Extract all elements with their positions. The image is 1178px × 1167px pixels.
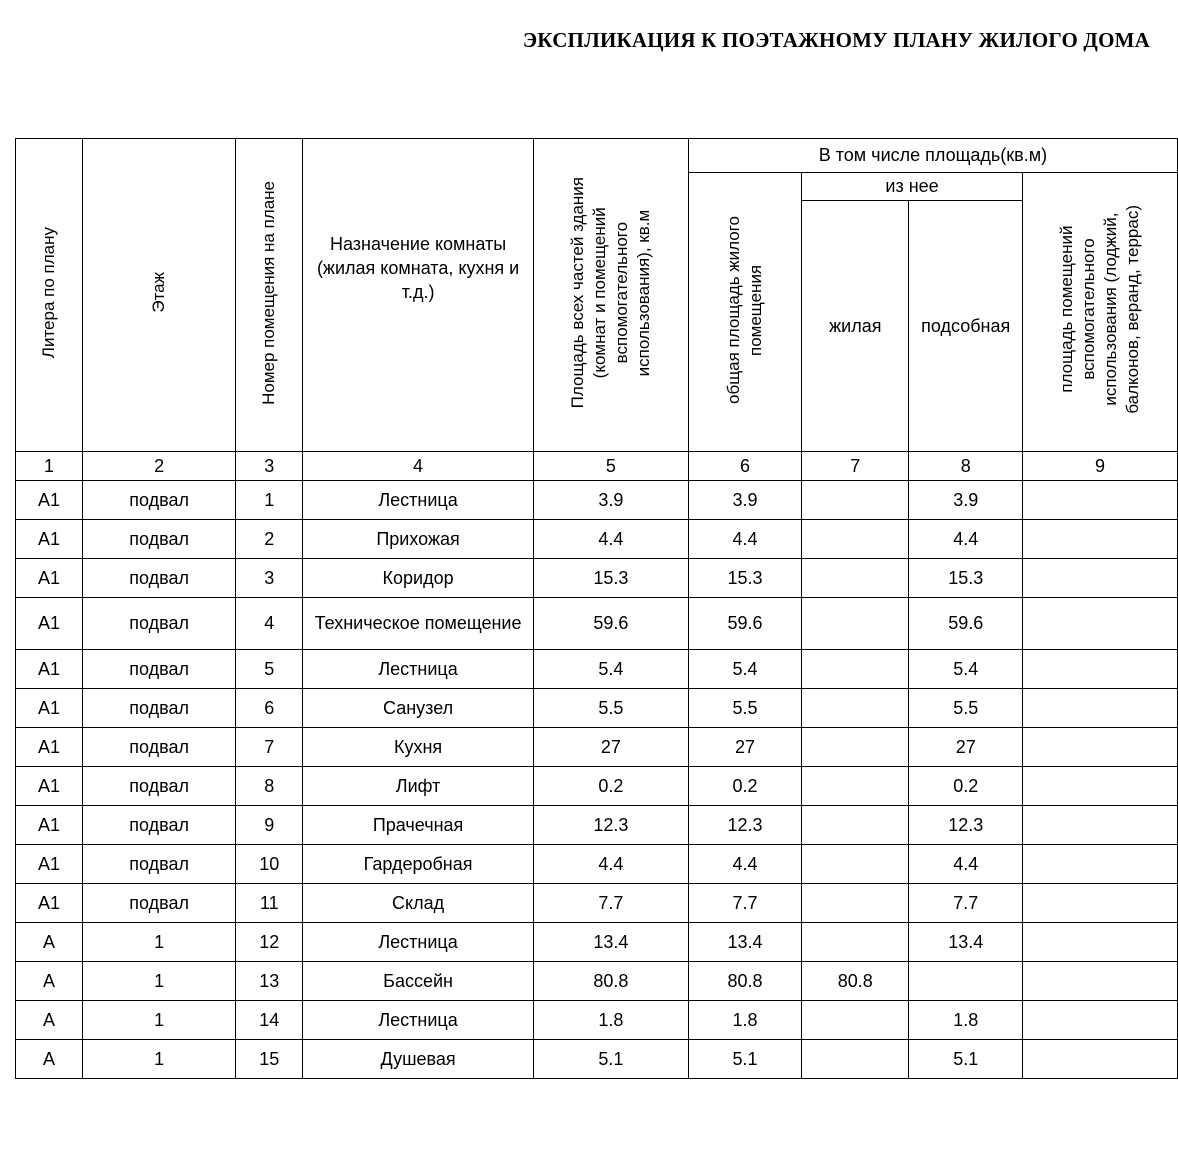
cell-general-area: 13.4	[688, 923, 801, 962]
cell-living-area	[802, 923, 909, 962]
header-purpose-line2: (жилая комната, кухня и	[316, 258, 520, 278]
table-row	[16, 1040, 1178, 1079]
header-total-area-line1: Площадь всех частей здания	[567, 176, 587, 409]
cell-floor: 1	[83, 1040, 236, 1079]
column-number: 3	[236, 452, 303, 481]
table-row	[16, 689, 1178, 728]
cell-general-area: 59.6	[688, 598, 801, 650]
table-body	[16, 481, 1178, 1079]
cell-aux-area	[1022, 598, 1177, 650]
cell-living-area	[802, 689, 909, 728]
table-row	[16, 650, 1178, 689]
cell-living-area	[802, 1001, 909, 1040]
cell-purpose: Лестница	[303, 650, 534, 689]
cell-general-area: 3.9	[688, 481, 801, 520]
column-numbers-row	[16, 452, 1178, 481]
cell-room-number: 12	[236, 923, 303, 962]
table-row	[16, 1001, 1178, 1040]
cell-litera: А1	[16, 767, 83, 806]
cell-floor: подвал	[83, 845, 236, 884]
cell-floor: подвал	[83, 559, 236, 598]
cell-floor: подвал	[83, 650, 236, 689]
cell-litera: А1	[16, 520, 83, 559]
cell-litera: А1	[16, 559, 83, 598]
column-number: 7	[802, 452, 909, 481]
cell-litera: А1	[16, 650, 83, 689]
cell-utility-area: 0.2	[909, 767, 1022, 806]
cell-general-area: 7.7	[688, 884, 801, 923]
header-utility-label: подсобная	[921, 315, 1011, 336]
cell-general-area: 4.4	[688, 845, 801, 884]
cell-aux-area	[1022, 559, 1177, 598]
cell-general-area: 12.3	[688, 806, 801, 845]
cell-litera: А1	[16, 806, 83, 845]
cell-purpose: Лестница	[303, 1001, 534, 1040]
cell-room-number: 14	[236, 1001, 303, 1040]
cell-total-area: 0.2	[533, 767, 688, 806]
cell-general-area: 4.4	[688, 520, 801, 559]
cell-general-area: 15.3	[688, 559, 801, 598]
cell-aux-area	[1022, 689, 1177, 728]
cell-purpose: Кухня	[303, 728, 534, 767]
header-living	[802, 201, 909, 452]
cell-purpose: Техническое помещение	[303, 598, 534, 650]
cell-purpose: Лестница	[303, 923, 534, 962]
cell-living-area	[802, 806, 909, 845]
cell-utility-area: 5.5	[909, 689, 1022, 728]
cell-purpose: Коридор	[303, 559, 534, 598]
header-group-area: В том числе площадь(кв.м)	[688, 139, 1177, 173]
cell-total-area: 4.4	[533, 845, 688, 884]
cell-general-area: 5.5	[688, 689, 801, 728]
header-aux-area-line1: площадь помещений	[1056, 225, 1076, 394]
cell-floor: подвал	[83, 767, 236, 806]
cell-aux-area	[1022, 1040, 1177, 1079]
cell-litera: А1	[16, 845, 83, 884]
cell-floor: подвал	[83, 481, 236, 520]
cell-living-area	[802, 481, 909, 520]
cell-aux-area	[1022, 923, 1177, 962]
header-total-area-line4: использования), кв.м	[633, 209, 653, 376]
cell-utility-area: 13.4	[909, 923, 1022, 962]
cell-utility-area: 7.7	[909, 884, 1022, 923]
header-room-number	[236, 139, 303, 452]
table-row	[16, 806, 1178, 845]
cell-litera: А	[16, 1001, 83, 1040]
column-number: 9	[1022, 452, 1177, 481]
cell-floor: подвал	[83, 520, 236, 559]
cell-litera: А	[16, 923, 83, 962]
cell-general-area: 5.1	[688, 1040, 801, 1079]
table-row	[16, 845, 1178, 884]
cell-room-number: 9	[236, 806, 303, 845]
table-row	[16, 520, 1178, 559]
cell-purpose: Лестница	[303, 481, 534, 520]
cell-litera: А	[16, 1040, 83, 1079]
cell-aux-area	[1022, 520, 1177, 559]
cell-living-area	[802, 767, 909, 806]
cell-aux-area	[1022, 1001, 1177, 1040]
cell-living-area	[802, 884, 909, 923]
cell-purpose: Санузел	[303, 689, 534, 728]
header-total-area-line2: (комнат и помещений	[589, 206, 609, 379]
table-row	[16, 884, 1178, 923]
cell-litera: А	[16, 962, 83, 1001]
cell-room-number: 10	[236, 845, 303, 884]
cell-general-area: 0.2	[688, 767, 801, 806]
cell-floor: подвал	[83, 689, 236, 728]
cell-living-area	[802, 598, 909, 650]
cell-room-number: 6	[236, 689, 303, 728]
cell-purpose: Душевая	[303, 1040, 534, 1079]
header-room-number-label: Номер помещения на плане	[259, 180, 279, 405]
cell-utility-area: 4.4	[909, 520, 1022, 559]
column-number: 1	[16, 452, 83, 481]
header-living-label: жилая	[829, 315, 882, 336]
header-litera	[16, 139, 83, 452]
header-total-area	[533, 139, 688, 452]
cell-total-area: 12.3	[533, 806, 688, 845]
cell-room-number: 13	[236, 962, 303, 1001]
cell-aux-area	[1022, 481, 1177, 520]
column-number: 6	[688, 452, 801, 481]
cell-utility-area: 1.8	[909, 1001, 1022, 1040]
cell-room-number: 5	[236, 650, 303, 689]
cell-aux-area	[1022, 728, 1177, 767]
cell-total-area: 27	[533, 728, 688, 767]
cell-total-area: 13.4	[533, 923, 688, 962]
cell-floor: 1	[83, 962, 236, 1001]
header-aux-area-line4: балконов, веранд, террас)	[1122, 205, 1142, 414]
column-number: 8	[909, 452, 1022, 481]
table-row	[16, 481, 1178, 520]
cell-purpose: Прачечная	[303, 806, 534, 845]
cell-room-number: 8	[236, 767, 303, 806]
cell-aux-area	[1022, 962, 1177, 1001]
cell-total-area: 80.8	[533, 962, 688, 1001]
cell-total-area: 5.1	[533, 1040, 688, 1079]
cell-living-area	[802, 650, 909, 689]
cell-room-number: 2	[236, 520, 303, 559]
cell-room-number: 3	[236, 559, 303, 598]
cell-floor: подвал	[83, 728, 236, 767]
header-general-area-line2: помещения	[746, 263, 766, 356]
cell-purpose: Склад	[303, 884, 534, 923]
cell-total-area: 4.4	[533, 520, 688, 559]
table-row	[16, 767, 1178, 806]
cell-total-area: 3.9	[533, 481, 688, 520]
cell-aux-area	[1022, 650, 1177, 689]
header-total-area-line3: вспомогательного	[611, 221, 631, 364]
column-number: 2	[83, 452, 236, 481]
cell-floor: 1	[83, 923, 236, 962]
cell-total-area: 7.7	[533, 884, 688, 923]
table-row	[16, 962, 1178, 1001]
cell-living-area	[802, 728, 909, 767]
header-purpose-line1: Назначение комнаты	[329, 234, 507, 254]
cell-floor: подвал	[83, 884, 236, 923]
cell-purpose: Бассейн	[303, 962, 534, 1001]
cell-total-area: 5.4	[533, 650, 688, 689]
cell-floor: 1	[83, 1001, 236, 1040]
header-purpose-line3: т.д.)	[401, 282, 435, 302]
cell-utility-area: 15.3	[909, 559, 1022, 598]
cell-total-area: 5.5	[533, 689, 688, 728]
cell-floor: подвал	[83, 806, 236, 845]
cell-purpose: Гардеробная	[303, 845, 534, 884]
cell-living-area	[802, 1040, 909, 1079]
cell-aux-area	[1022, 884, 1177, 923]
cell-aux-area	[1022, 767, 1177, 806]
explication-table	[15, 138, 1178, 1079]
cell-room-number: 7	[236, 728, 303, 767]
cell-utility-area: 4.4	[909, 845, 1022, 884]
cell-litera: А1	[16, 728, 83, 767]
cell-utility-area: 27	[909, 728, 1022, 767]
cell-living-area: 80.8	[802, 962, 909, 1001]
header-floor-label: Этаж	[149, 272, 169, 313]
cell-litera: А1	[16, 598, 83, 650]
cell-litera: А1	[16, 689, 83, 728]
cell-floor: подвал	[83, 598, 236, 650]
table-row	[16, 728, 1178, 767]
cell-utility-area: 5.4	[909, 650, 1022, 689]
document-title: ЭКСПЛИКАЦИЯ К ПОЭТАЖНОМУ ПЛАНУ ЖИЛОГО ДОМА	[522, 28, 1150, 52]
cell-litera: А1	[16, 884, 83, 923]
header-aux-area-line2: вспомогательного	[1078, 238, 1098, 381]
table-row	[16, 923, 1178, 962]
table-row	[16, 598, 1178, 650]
cell-total-area: 59.6	[533, 598, 688, 650]
cell-total-area: 15.3	[533, 559, 688, 598]
cell-utility-area	[909, 962, 1022, 1001]
cell-living-area	[802, 520, 909, 559]
cell-living-area	[802, 845, 909, 884]
table-row	[16, 559, 1178, 598]
cell-utility-area: 3.9	[909, 481, 1022, 520]
header-aux-area-line3: использования (лоджий,	[1100, 212, 1120, 407]
cell-living-area	[802, 559, 909, 598]
header-general-area-line1: общая площадь жилого	[724, 215, 744, 404]
header-litera-label: Литера по плану	[39, 226, 58, 359]
header-purpose	[303, 139, 534, 452]
cell-room-number: 4	[236, 598, 303, 650]
cell-room-number: 11	[236, 884, 303, 923]
cell-purpose: Лифт	[303, 767, 534, 806]
cell-general-area: 80.8	[688, 962, 801, 1001]
column-number: 5	[533, 452, 688, 481]
header-aux-area	[1022, 173, 1177, 452]
cell-room-number: 1	[236, 481, 303, 520]
cell-utility-area: 5.1	[909, 1040, 1022, 1079]
cell-utility-area: 12.3	[909, 806, 1022, 845]
cell-purpose: Прихожая	[303, 520, 534, 559]
cell-general-area: 1.8	[688, 1001, 801, 1040]
cell-total-area: 1.8	[533, 1001, 688, 1040]
cell-utility-area: 59.6	[909, 598, 1022, 650]
cell-general-area: 27	[688, 728, 801, 767]
cell-general-area: 5.4	[688, 650, 801, 689]
header-general-area	[688, 173, 801, 452]
header-subgroup: из нее	[802, 173, 1023, 201]
cell-aux-area	[1022, 845, 1177, 884]
cell-litera: А1	[16, 481, 83, 520]
header-utility	[909, 201, 1022, 452]
cell-aux-area	[1022, 806, 1177, 845]
header-floor	[83, 139, 236, 452]
cell-room-number: 15	[236, 1040, 303, 1079]
column-number: 4	[303, 452, 534, 481]
